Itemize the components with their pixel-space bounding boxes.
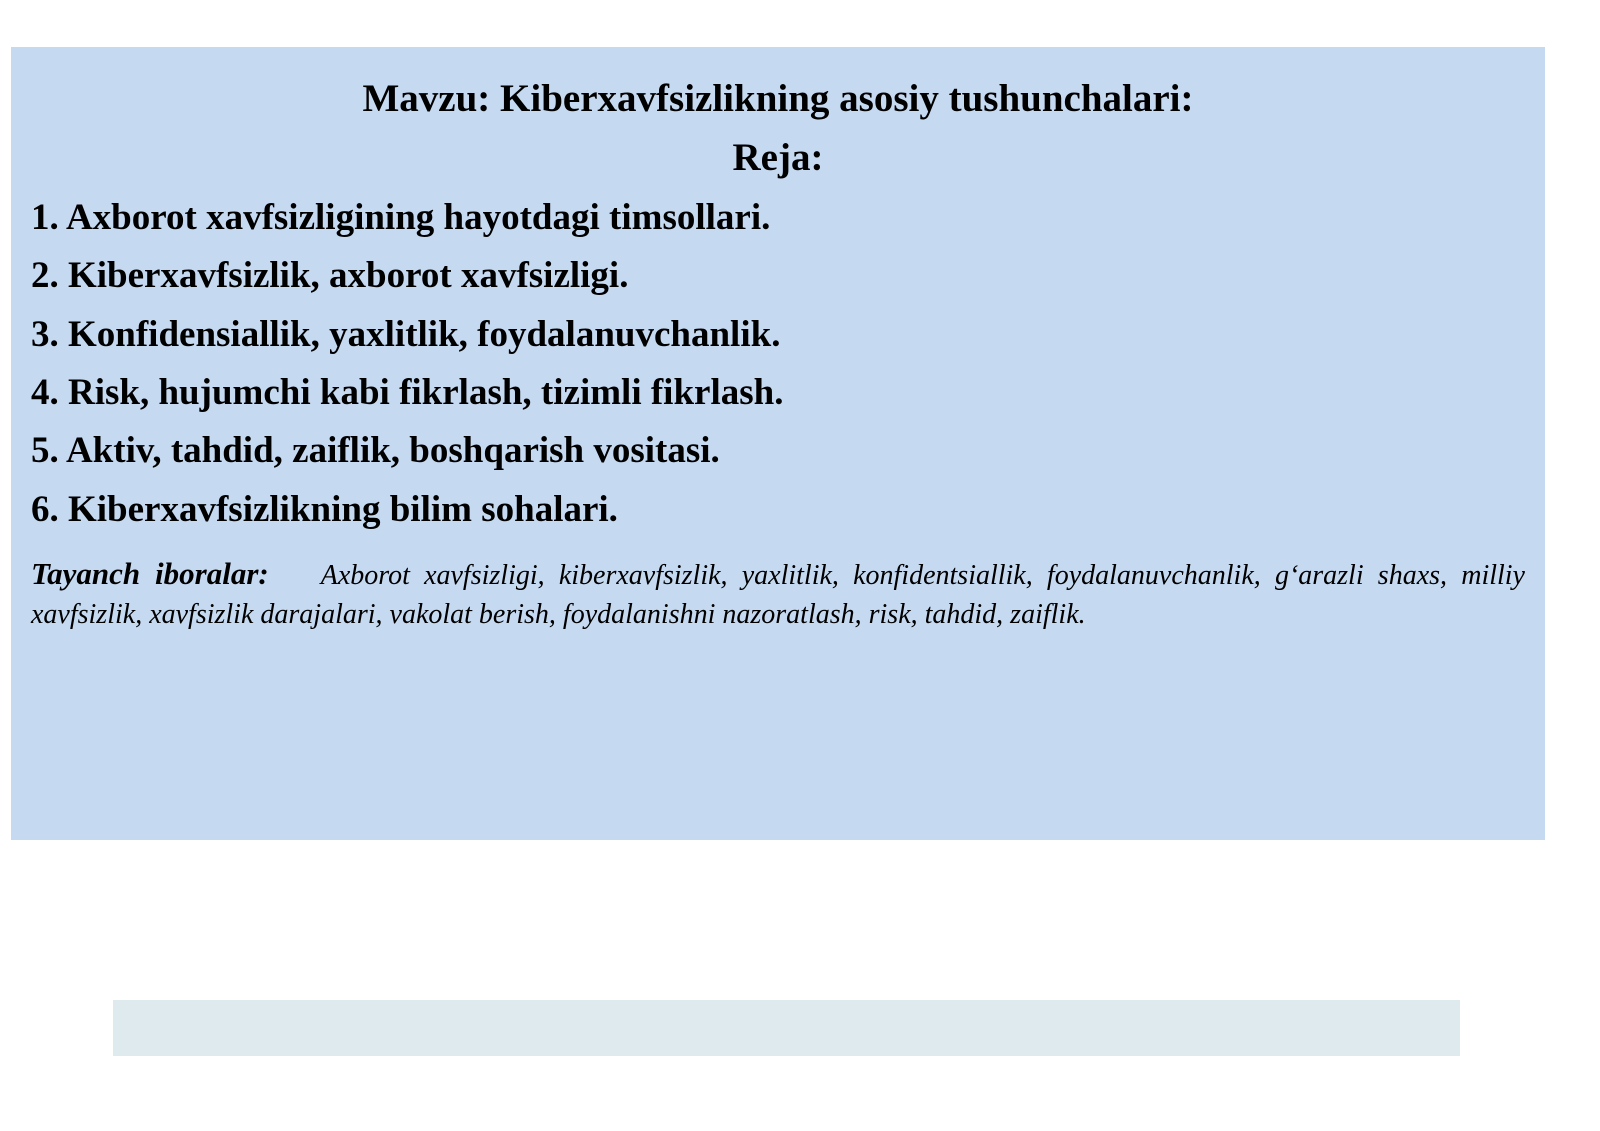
list-item: 5. Aktiv, tahdid, zaiflik, boshqarish vositasi. <box>31 430 720 472</box>
list-item: 6. Kiberxavfsizlikning bilim sohalari. <box>31 488 618 530</box>
keywords-label: Tayanch iboralar: <box>31 556 269 592</box>
keywords-text: Axborot xavfsizligi, kiberxavfsizlik, yaxlitlik, konfidentsiallik, foydalanuvchanlik, g‘arazli shaxs, milliy xavfsizlik, xavfsizlik darajalari, vakolat berish, foydalanishni nazoratlash, risk, tahdid, zaiflik. <box>31 560 1525 630</box>
plan-heading: Reja: <box>732 135 824 179</box>
slide-content-panel <box>11 47 1545 840</box>
list-item: 4. Risk, hujumchi kabi fikrlash, tizimli fikrlash. <box>31 371 784 413</box>
list-item: 3. Konfidensiallik, yaxlitlik, foydalanuvchanlik. <box>31 313 781 355</box>
plan-list <box>31 189 1525 540</box>
list-item: 2. Kiberxavfsizlik, axborot xavfsizligi. <box>31 255 629 297</box>
page-title: Mavzu: Kiberxavfsizlikning asosiy tushunchalari: <box>362 77 1194 120</box>
footer-bar <box>113 1000 1460 1056</box>
keywords-paragraph <box>31 553 1525 633</box>
list-item: 1. Axborot xavfsizligining hayotdagi timsollari. <box>31 196 771 238</box>
